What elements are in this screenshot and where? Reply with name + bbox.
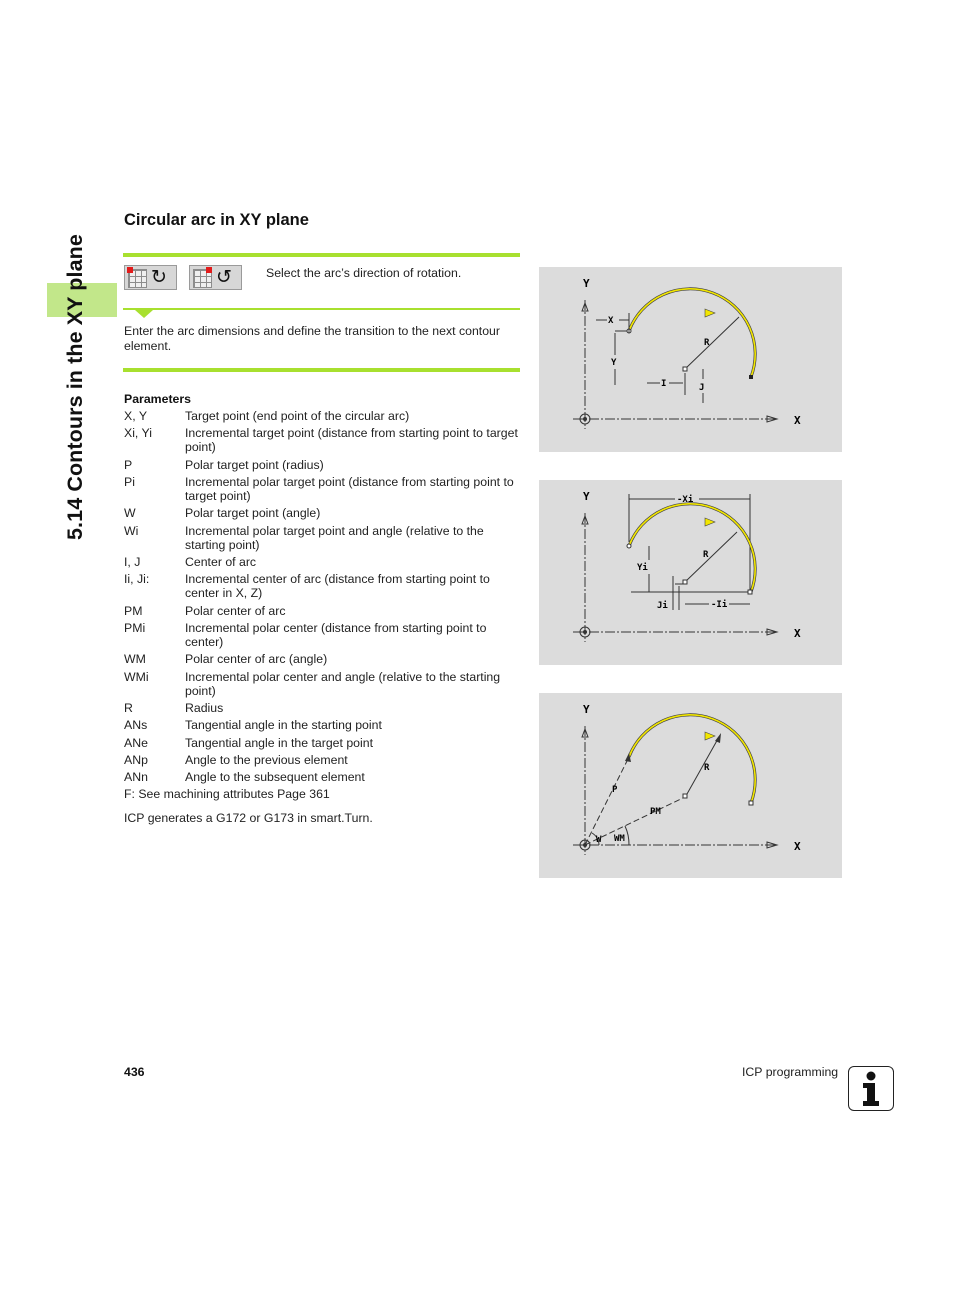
param-description: Center of arc [185, 555, 257, 569]
step-arrow-icon [135, 310, 153, 318]
param-description: Incremental target point (distance from starting point to target point) [185, 426, 518, 454]
start-point-marker-icon [206, 267, 212, 273]
start-point-marker-icon [127, 267, 133, 273]
param-description: Tangential angle in the starting point [185, 718, 382, 732]
param-description: Polar center of arc (angle) [185, 652, 328, 666]
arc-counterclockwise-softkey[interactable] [189, 265, 242, 290]
param-description: Angle to the previous element [185, 753, 348, 767]
dim-ji-label: Ji [657, 601, 668, 611]
step-divider-bottom [123, 368, 520, 372]
radius-label: R [704, 763, 710, 773]
center-j-label: J [699, 383, 705, 393]
polar-p-label: P [612, 785, 618, 795]
step-divider-top [123, 253, 520, 257]
x-axis-label: X [794, 414, 801, 427]
dim-x-label: X [608, 316, 614, 326]
param-key: PM [124, 604, 143, 618]
polar-w-label: W [596, 835, 602, 845]
param-description: Incremental center of arc (distance from starting point to center in X, Z) [185, 572, 490, 600]
param-key: WM [124, 652, 146, 666]
machining-note: F: See machining attributes Page 361 [124, 787, 330, 801]
param-description: Angle to the subsequent element [185, 770, 365, 784]
param-key: ANs [124, 718, 148, 732]
param-description: Polar target point (radius) [185, 458, 324, 472]
param-key: ANp [124, 753, 148, 767]
param-description: Incremental polar target point and angle (relative to the starting point) [185, 524, 484, 552]
info-icon [848, 1066, 894, 1111]
dim-ii-label: -Ii [711, 600, 728, 610]
param-key: Ii, Ji: [124, 572, 150, 586]
rotate-counterclockwise-icon: ↺ [216, 266, 232, 288]
y-axis-label: Y [583, 277, 590, 290]
param-description: Polar center of arc [185, 604, 286, 618]
icp-note: ICP generates a G172 or G173 in smart.Turn. [124, 811, 373, 825]
param-key: Pi [124, 475, 135, 489]
param-key: WMi [124, 670, 149, 684]
step2-instruction: Enter the arc dimensions and define the transition to the next contour element. [124, 324, 500, 353]
param-description: Target point (end point of the circular arc) [185, 409, 410, 423]
param-key: X, Y [124, 409, 148, 423]
figure-arc-incremental [539, 480, 842, 665]
polar-pm-label: PM [650, 807, 661, 817]
chapter-side-title: 5.14 Contours in the XY plane [63, 234, 87, 540]
param-description: Polar target point (angle) [185, 506, 321, 520]
page-number: 436 [124, 1065, 145, 1079]
polar-wm-label: WM [614, 834, 625, 844]
parameters-heading: Parameters [124, 392, 191, 406]
x-axis-label: X [794, 627, 801, 640]
y-axis-label: Y [583, 490, 590, 503]
x-axis-label: X [794, 840, 801, 853]
param-description: Radius [185, 701, 224, 715]
radius-label: R [704, 338, 710, 348]
rotate-clockwise-icon: ↻ [151, 266, 167, 288]
param-key: R [124, 701, 133, 715]
param-key: W [124, 506, 136, 520]
param-key: ANe [124, 736, 148, 750]
center-i-label: I [661, 379, 667, 389]
dim-yi-label: Yi [637, 563, 648, 573]
param-key: I, J [124, 555, 141, 569]
dim-y-label: Y [611, 358, 617, 368]
chapter-name: ICP programming [742, 1065, 839, 1079]
param-key: Xi, Yi [124, 426, 153, 440]
figure-arc-polar [539, 693, 842, 878]
y-axis-label: Y [583, 703, 590, 716]
figure-arc-cartesian [539, 267, 842, 452]
param-description: Tangential angle in the target point [185, 736, 374, 750]
param-key: PMi [124, 621, 146, 635]
param-key: Wi [124, 524, 139, 538]
param-key: ANn [124, 770, 148, 784]
step1-instruction: Select the arc’s direction of rotation. [266, 266, 462, 280]
section-title: Circular arc in XY plane [124, 211, 309, 229]
param-key: P [124, 458, 133, 472]
param-description: Incremental polar target point (distance from starting point to target point) [185, 475, 514, 503]
step-divider-middle [123, 308, 520, 310]
arc-clockwise-softkey[interactable] [124, 265, 177, 290]
param-description: Incremental polar center and angle (relative to the starting point) [185, 670, 501, 698]
dim-xi-label: -Xi [677, 495, 694, 505]
radius-label: R [703, 550, 709, 560]
param-description: Incremental polar center (distance from starting point to center) [185, 621, 487, 649]
